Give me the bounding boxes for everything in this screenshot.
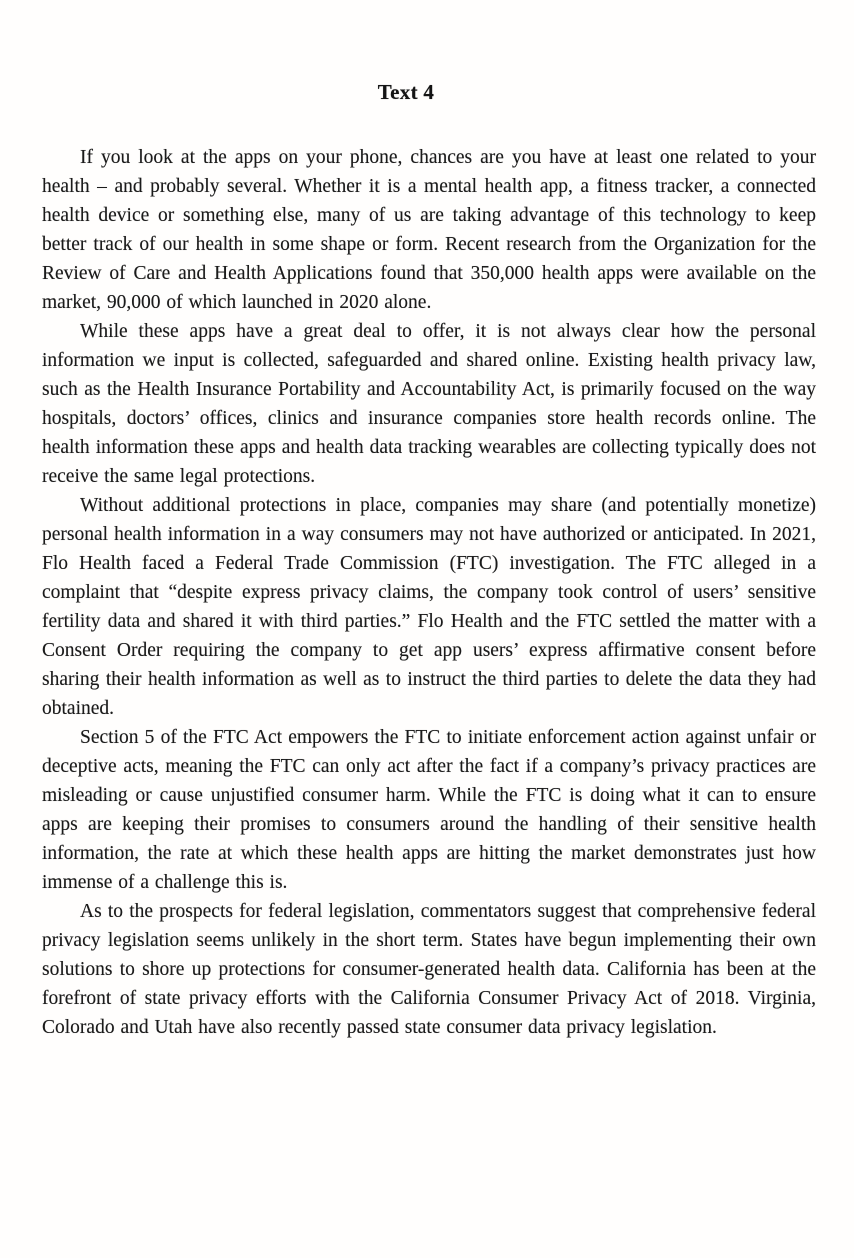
- paragraph-state-legislation: As to the prospects for federal legislation, commentators suggest that comprehensive federal privacy legislation seems unlikely in the short term. States have begun implementing their own solutions to shore up protections for consumer-generated health data. California has been at the forefront of state privacy efforts with the California Consumer Privacy Act of 2018. Virginia, Colorado and Utah have also recently passed state consumer data privacy legislation.: [42, 901, 816, 1038]
- document-body: [42, 143, 816, 1042]
- paragraph-intro-health-apps: If you look at the apps on your phone, chances are you have at least one related to your health – and probably several. Whether it is a mental health app, a fitness tracker, a connected health device or something else, many of us are taking advantage of this technology to keep better track of our health in some shape or form. Recent research from the Organization for the Review of Care and Health Applications found that 350,000 health apps were available on the market, 90,000 of which launched in 2020 alone.: [42, 147, 816, 313]
- paragraph-ftc-act-section5: Section 5 of the FTC Act empowers the FTC to initiate enforcement action against unfair or deceptive acts, meaning the FTC can only act after the fact if a company’s privacy practices are misleading or cause unjustified consumer harm. While the FTC is doing what it can to ensure apps are keeping their promises to consumers around the handling of their sensitive health information, the rate at which these health apps are hitting the market demonstrates just how immense of a challenge this is.: [42, 727, 816, 893]
- page-title: Text 4: [377, 80, 435, 104]
- paragraph-flo-health-ftc-case: Without additional protections in place, companies may share (and potentially monetize) personal health information in a way consumers may not have authorized or anticipated. In 2021, Flo Health faced a Federal Trade Commission (FTC) investigation. The FTC alleged in a complaint that “despite express privacy claims, the company took control of users’ sensitive fertility data and shared it with third parties.” Flo Health and the FTC settled the matter with a Consent Order requiring the company to get app users’ express affirmative consent before sharing their health information as well as to instruct the third parties to delete the data they had obtained.: [42, 495, 816, 719]
- paragraph-privacy-law-hipaa: While these apps have a great deal to offer, it is not always clear how the personal information we input is collected, safeguarded and shared online. Existing health privacy law, such as the Health Insurance Portability and Accountability Act, is primarily focused on the way hospitals, doctors’ offices, clinics and insurance companies store health records online. The health information these apps and health data tracking wearables are collecting typically does not receive the same legal protections.: [42, 321, 816, 487]
- text-column: [42, 0, 816, 1042]
